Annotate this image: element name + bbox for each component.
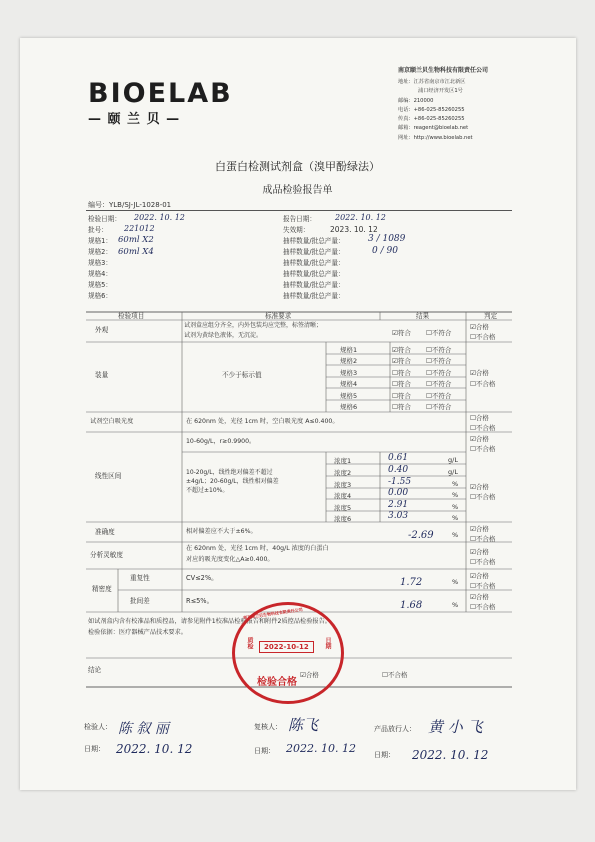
email-label: 邮箱： (398, 125, 414, 131)
inspection-seal (232, 602, 344, 704)
doc-title: 白蛋白检测试剂盒（溴甲酚绿法） (215, 160, 380, 173)
zip: 210000 (413, 98, 434, 104)
linear-fail-1: ☐不合格 (470, 445, 496, 453)
precision-sub-2: 批间差 (130, 597, 150, 605)
address: 江苏省南京市江北新区 (413, 79, 466, 85)
blank-req: 在 620nm 处，光径 1cm 时，空白吸光度 A≤0.400。 (186, 418, 339, 425)
inspector-signature: 陈 叙 丽 (118, 721, 169, 737)
company-name: 南京颐兰贝生物科技有限责任公司 (398, 67, 489, 74)
appearance-conform: ☑符合 (392, 329, 411, 337)
volume-pass: ☑合格 (470, 369, 489, 377)
web-label: 网址： (398, 135, 414, 141)
report-date: 2022. 10. 12 (335, 213, 386, 222)
reviewer-date-label: 日期： (254, 747, 275, 755)
sensitivity-req-1: 在 620nm 处，光径 1cm 时，40g/L 浓度的白蛋白 (186, 545, 329, 552)
seal-date: 2022-10-12 (259, 641, 314, 653)
brand-logo: BIOELAB (88, 78, 233, 109)
precision-fail-2: ☐不合格 (470, 603, 496, 611)
appearance-req-2: 试剂为黄绿色液体，无沉淀。 (184, 332, 263, 339)
inspector-date-label: 日期： (84, 745, 105, 753)
accuracy-req: 相对偏差应不大于±6%。 (186, 528, 257, 535)
appearance-fail: ☐不合格 (470, 333, 496, 341)
header-judgement: 判定 (484, 312, 498, 320)
precision-value-1: 1.72 (400, 577, 423, 588)
releaser-signature: 黄 小 飞 (428, 718, 483, 736)
email: reagent@bioelab.net (413, 125, 469, 131)
appearance-name: 外观 (95, 326, 109, 334)
volume-fail: ☐不合格 (470, 380, 496, 388)
inspect-date: 2022. 10. 12 (134, 213, 185, 222)
batch-no: 221012 (124, 224, 155, 233)
conclusion-fail: ☐不合格 (382, 671, 408, 679)
accuracy-pass: ☑合格 (470, 525, 489, 533)
linear-req-2: ±4g/L；20-60g/L，线性相对偏差 (186, 478, 279, 485)
spec-2: 60ml X4 (118, 247, 154, 257)
sensitivity-name: 分析灵敏度 (90, 551, 123, 559)
sample-qty-2: 0 / 90 (372, 246, 398, 256)
appearance-pass: ☑合格 (470, 323, 489, 331)
sensitivity-pass: ☑合格 (470, 548, 489, 556)
seal-ring: 南京颐兰贝生物科技有限责任公司 (242, 606, 303, 621)
releaser-date: 2022. 10. 12 (412, 748, 489, 762)
linear-pass-1: ☑合格 (470, 435, 489, 443)
reviewer-signature: 陈飞 (288, 716, 319, 734)
accuracy-value: -2.69 (408, 530, 434, 541)
sensitivity-req-2: 对应的吸光度变化△A≥0.400。 (186, 556, 274, 563)
seal-text: 检验合格 (257, 677, 297, 688)
spec-1: 60ml X2 (118, 235, 154, 245)
precision-pass-1: ☑合格 (470, 572, 489, 580)
linear-fail-2: ☐不合格 (470, 493, 496, 501)
precision-fail-1: ☐不合格 (470, 582, 496, 590)
inspector-label: 检验人： (84, 723, 112, 731)
reviewer-date: 2022. 10. 12 (286, 742, 356, 755)
doc-subtitle: 成品检验报告单 (262, 185, 333, 196)
brand-subtitle: — 颐 兰 贝 — (88, 112, 181, 127)
address-2: 浦口经济开发区1号 (418, 88, 463, 94)
conclusion-pass: ☑合格 (300, 671, 319, 679)
fax-label: 传真： (398, 116, 414, 122)
tel: +86-025-85260255 (413, 107, 465, 113)
blank-name: 试剂空白吸光度 (90, 418, 134, 425)
linear-req-0: 10-60g/L，r≥0.9900。 (186, 438, 256, 445)
volume-name: 装量 (95, 371, 109, 379)
tel-label: 电话： (398, 107, 414, 113)
header-result: 结果 (416, 312, 430, 320)
blank-pass: ☐合格 (470, 414, 489, 422)
address-label: 地址： (398, 79, 414, 85)
appearance-req-1: 试剂盒应组分齐全，内外包装均应完整，标签清晰； (184, 322, 323, 329)
sensitivity-fail: ☐不合格 (470, 558, 496, 566)
header-standard: 标准要求 (265, 312, 292, 320)
inspector-date: 2022. 10. 12 (116, 742, 193, 756)
web: http://www.bioelab.net (413, 135, 473, 141)
conclusion-label: 结论 (88, 666, 102, 674)
seal-day: 日期 (324, 637, 331, 649)
precision-sub-1: 重复性 (130, 574, 150, 582)
reviewer-label: 复核人： (254, 723, 282, 731)
linear-req-3: 不超过±10%。 (186, 487, 229, 494)
appearance-nonconform: ☐不符合 (426, 329, 452, 337)
releaser-label: 产品放行人： (374, 725, 416, 733)
precision-pass-2: ☑合格 (470, 593, 489, 601)
releaser-date-label: 日期： (374, 751, 395, 759)
volume-req: 不少于标示值 (222, 371, 262, 379)
accuracy-name: 准确度 (95, 528, 115, 536)
zip-label: 邮编： (398, 98, 414, 104)
linear-pass-2: ☑合格 (470, 483, 489, 491)
accuracy-unit: % (452, 531, 459, 539)
linear-name: 线性区间 (95, 472, 122, 480)
precision-name: 精密度 (92, 585, 112, 593)
accuracy-fail: ☐不合格 (470, 535, 496, 543)
header-item: 检验项目 (118, 312, 145, 320)
expiry-date: 2023. 10. 12 (330, 225, 378, 234)
doc-code: 编号：YLB/SJ-JL-1028-01 (88, 201, 172, 209)
note-1: 如试剂盒内含有校准品和质控品，请参见附件1校准品检验报告和附件2质控品检验报告。 (88, 618, 331, 625)
sample-qty-1: 3 / 1089 (368, 234, 406, 244)
blank-fail: ☐不合格 (470, 424, 496, 432)
fax: +86-025-85260255 (413, 116, 465, 122)
precision-value-2: 1.68 (400, 600, 423, 611)
note-2: 检验依据：医疗器械产品技术要求。 (88, 629, 187, 636)
precision-req-2: R≤5%。 (186, 597, 214, 605)
linear-req-1: 10-20g/L，线性绝对偏差不超过 (186, 469, 273, 476)
seal-qc: 质检 (246, 637, 253, 649)
precision-req-1: CV≤2%。 (186, 574, 218, 582)
